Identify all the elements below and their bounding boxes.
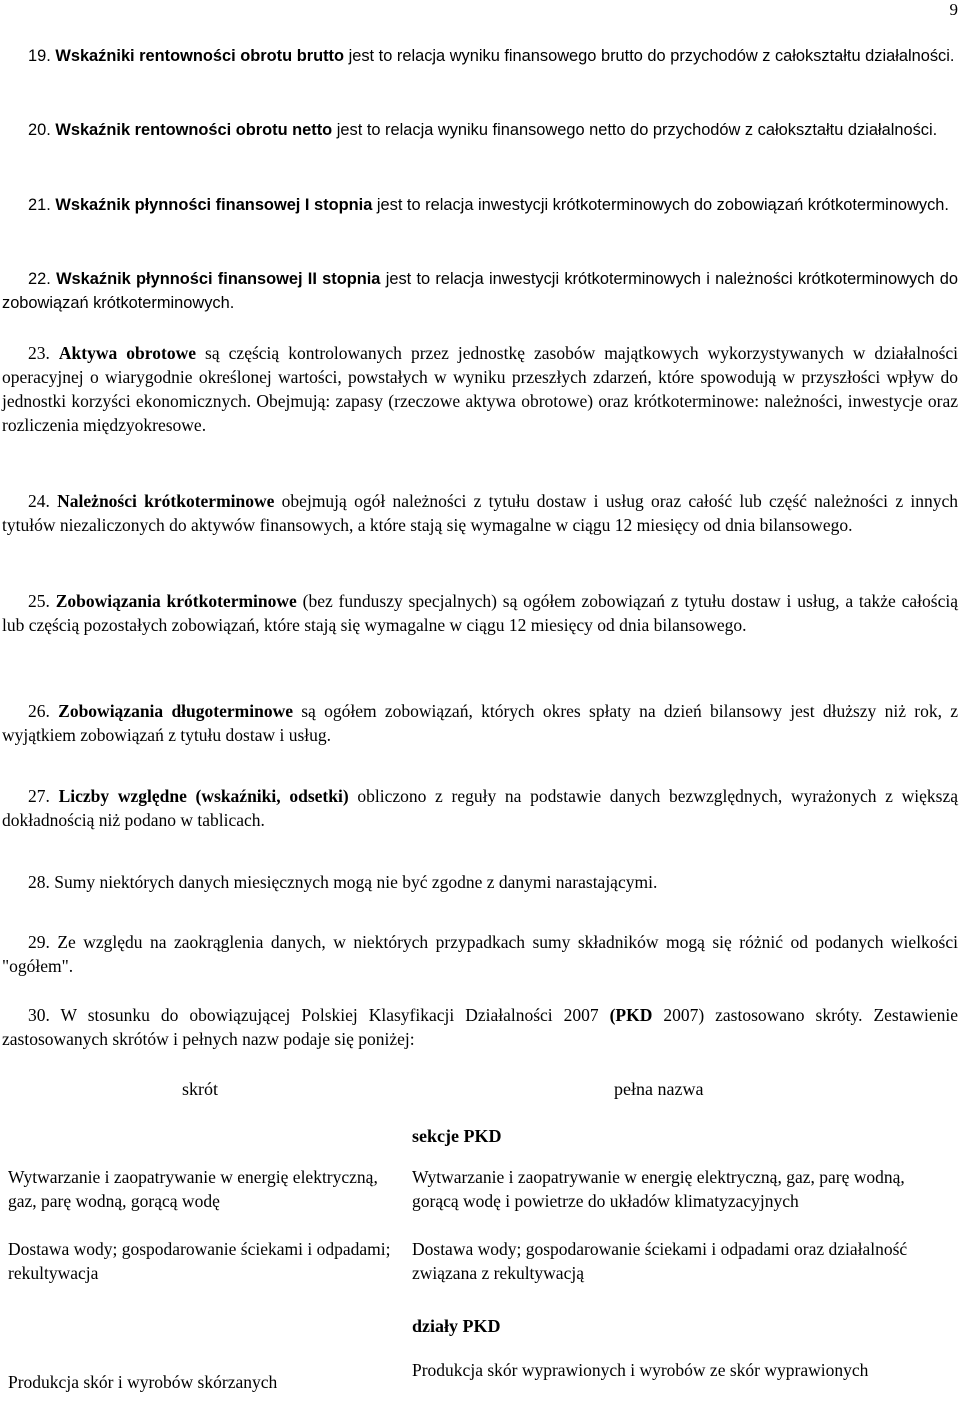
definition-item-24 bbox=[2, 489, 958, 537]
table-cell-full: Produkcja skór wyprawionych i wyrobów ze skór wyprawionych bbox=[412, 1360, 869, 1380]
item-term: Zobowiązania długoterminowe bbox=[58, 701, 293, 721]
item-term: Zobowiązania krótkoterminowe bbox=[55, 591, 297, 611]
item-number: 19. bbox=[28, 47, 51, 65]
column-header-short: skrót bbox=[182, 1079, 218, 1099]
item-term: Wskaźniki rentowności obrotu brutto bbox=[55, 47, 345, 65]
definition-item-25 bbox=[2, 589, 958, 637]
table-cell-short: Wytwarzanie i zaopatrywanie w energię elektryczną, gaz, parę wodną, gorącą wodę bbox=[8, 1167, 378, 1211]
item-number: 28. bbox=[28, 872, 50, 892]
item-text: 2007) zastosowano skróty. Zestawienie zastosowanych skrótów i pełnych nazw podaje się poniżej: bbox=[2, 1005, 958, 1049]
section-header-sekcje: sekcje PKD bbox=[412, 1126, 502, 1146]
definition-item-27 bbox=[2, 784, 958, 832]
item-number: 26. bbox=[28, 701, 50, 721]
item-text: W stosunku do obowiązującej Polskiej Klasyfikacji Działalności 2007 bbox=[60, 1005, 610, 1025]
definition-item-26 bbox=[2, 699, 958, 747]
definition-item-21 bbox=[2, 193, 958, 217]
item-text: jest to relacja wyniku finansowego netto do przychodów z całokształtu działalności. bbox=[332, 121, 938, 139]
item-number: 22. bbox=[28, 270, 51, 288]
item-text: obejmują ogół należności z tytułu dostaw i usług oraz całość lub część należności z innych tytułów niezaliczonych do aktywów finansowych, a które stają się wymagalne w ciągu 12 miesięcy od dnia bilansowego. bbox=[2, 491, 958, 535]
table-cell-full: Wytwarzanie i zaopatrywanie w energię elektryczną, gaz, parę wodną, gorącą wodę i powietrze do układów klimatyzacyjnych bbox=[412, 1167, 905, 1211]
item-term: Należności krótkoterminowe bbox=[57, 491, 275, 511]
item-number: 20. bbox=[28, 121, 51, 139]
definition-item-20 bbox=[2, 118, 958, 142]
item-text: jest to relacja inwestycji krótkoterminowych i należności krótkoterminowych do zobowiązań krótkoterminowych. bbox=[2, 270, 959, 312]
item-text: są częścią kontrolowanych przez jednostkę zasobów majątkowych wykorzystywanych w działalności operacyjnej o wiarygodnie określonej wartości, powstałych w wyniku przeszłych zdarzeń, które spowodują w przyszłości wpływ do jednostki korzyści ekonomicznych. Obejmują: zapasy (rzeczowe aktywa obrotowe) oraz krótkoterminowe: należności, inwestycje oraz rozliczenia międzyokresowe. bbox=[2, 343, 959, 435]
item-number: 29. bbox=[28, 932, 50, 952]
item-number: 21. bbox=[28, 196, 51, 214]
note-item-28 bbox=[2, 870, 958, 894]
item-text: jest to relacja wyniku finansowego brutto do przychodów z całokształtu działalności. bbox=[344, 47, 955, 65]
table-cell-full: Dostawa wody; gospodarowanie ściekami i odpadami oraz działalność związana z rekultywacją bbox=[412, 1239, 908, 1283]
page-number: 9 bbox=[949, 0, 958, 19]
item-term: Aktywa obrotowe bbox=[58, 343, 196, 363]
item-text: Ze względu na zaokrąglenia danych, w niektórych przypadkach sumy składników mogą się różnić od podanych wielkości "ogółem". bbox=[2, 932, 958, 976]
item-term: Wskaźnik rentowności obrotu netto bbox=[55, 121, 333, 139]
note-item-30 bbox=[2, 1003, 958, 1051]
item-number: 24. bbox=[28, 491, 50, 511]
item-term: Liczby względne (wskaźniki, odsetki) bbox=[58, 786, 349, 806]
item-term: (PKD bbox=[609, 1005, 653, 1025]
item-text: obliczono z reguły na podstawie danych bezwzględnych, wyrażonych z większą dokładnością niż podano w tablicach. bbox=[2, 786, 958, 830]
note-item-29 bbox=[2, 930, 958, 978]
item-text: (bez funduszy specjalnych) są ogółem zobowiązań z tytułu dostaw i usług, a także całością lub częścią pozostałych zobowiązań, które stają się wymagalne w ciągu 12 miesięcy od dnia bilansowego. bbox=[2, 591, 958, 635]
table-cell-short: Dostawa wody; gospodarowanie ściekami i odpadami; rekultywacja bbox=[8, 1239, 391, 1283]
item-number: 23. bbox=[28, 343, 50, 363]
item-number: 27. bbox=[28, 786, 50, 806]
item-term: Wskaźnik płynności finansowej I stopnia bbox=[55, 196, 373, 214]
table-cell-short: Produkcja skór i wyrobów skórzanych bbox=[8, 1372, 278, 1392]
column-header-full: pełna nazwa bbox=[614, 1079, 704, 1099]
item-number: 25. bbox=[28, 591, 50, 611]
item-text: są ogółem zobowiązań, których okres spłaty na dzień bilansowy jest dłuższy niż rok, z wyjątkiem zobowiązań z tytułu dostaw i usług. bbox=[2, 701, 958, 745]
item-number: 30. bbox=[28, 1005, 50, 1025]
item-term: Wskaźnik płynności finansowej II stopnia bbox=[56, 270, 381, 288]
section-header-dzialy: działy PKD bbox=[412, 1316, 501, 1336]
definition-item-22 bbox=[2, 267, 958, 315]
definition-item-23 bbox=[2, 341, 958, 437]
item-text: jest to relacja inwestycji krótkoterminowych do zobowiązań krótkoterminowych. bbox=[372, 196, 949, 214]
definition-item-19 bbox=[2, 44, 958, 68]
item-text: Sumy niektórych danych miesięcznych mogą nie być zgodne z danymi narastającymi. bbox=[54, 872, 658, 892]
